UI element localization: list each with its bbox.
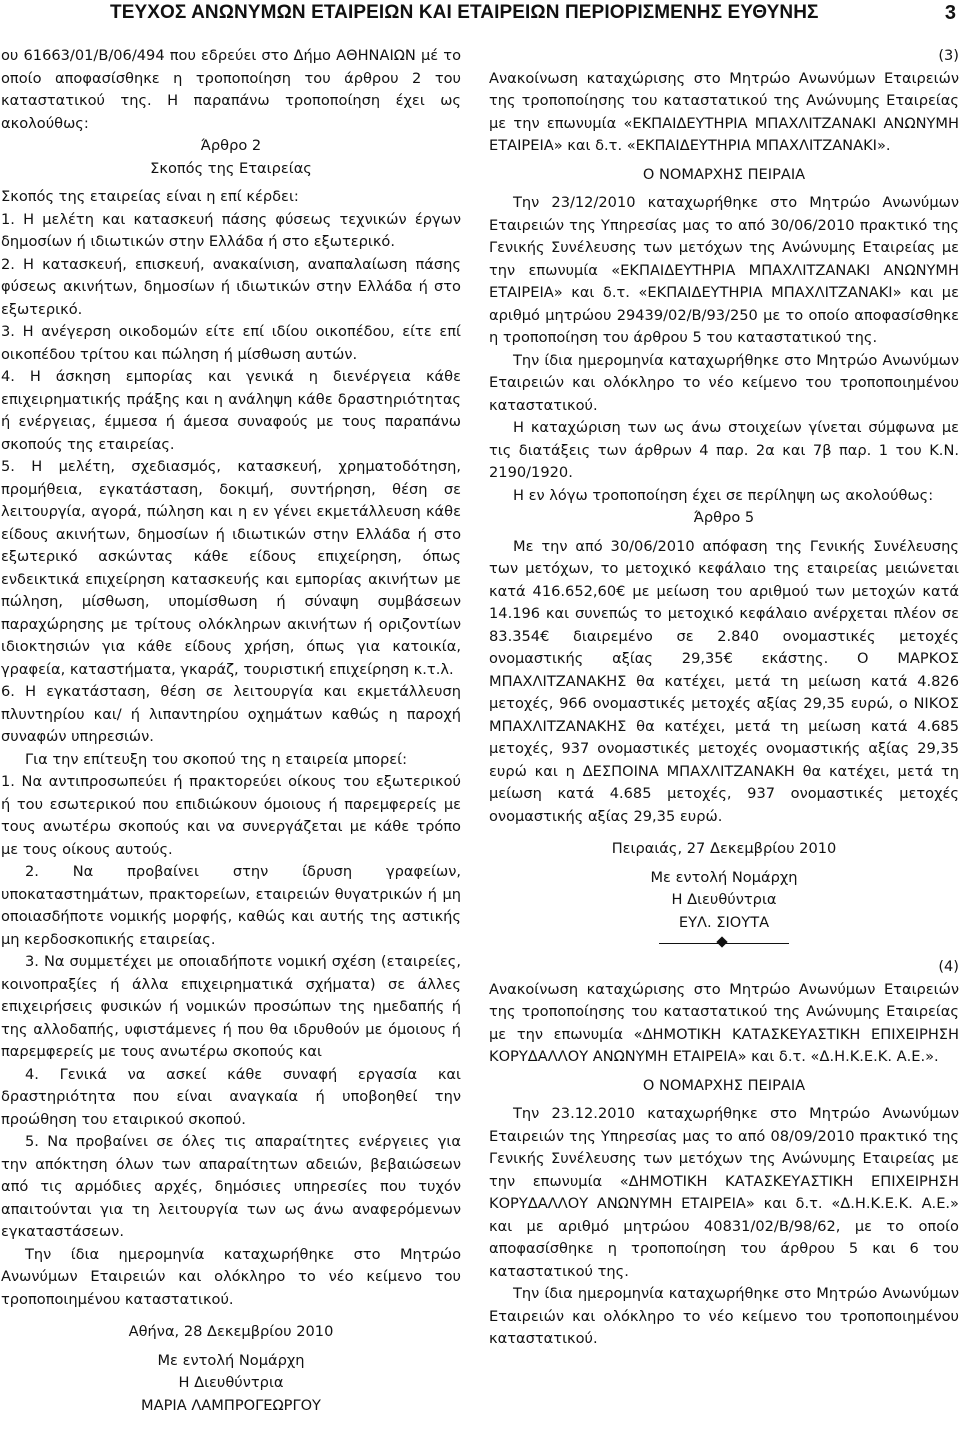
- notice-3-signature-name: ΕΥΛ. ΣΙΟΥΤΑ: [678, 913, 770, 931]
- means-item-5: 5. Να προβαίνει σε όλες τις απαραίτητες ενέργειες για την απόκτηση όλων των απαραίτητων αδειών, βεβαιώσεων από τις αρμόδιες αρχές, δημόσιες υπηρεσίες που τυχόν απαιτούνται για τη λειτουργία των ως άνω αναφερόμενων εγκαταστάσεων.: [1, 1133, 461, 1240]
- purpose-intro: Σκοπός της εταιρείας είναι η επί κέρδει:: [1, 188, 299, 205]
- notice-4-body-1: Την 23.12.2010 καταχωρήθηκε στο Μητρώο Ανωνύμων Εταιρειών της Υπηρεσίας μας το από 08/09/2010 πρακτικό της Γενικής Συνέλευσης των μετόχων της Ανώνυμης Εταιρείας με την επωνυμία «ΔΗΜΟΤΙΚΗ ΚΑΤΑΣΚΕΥΑΣΤΙΚΗ ΕΠΙΧΕΙΡΗΣΗ ΚΟΡΥΔΑΛΛΟΥ ΑΝΩΝΥΜΗ ΕΤΑΙΡΕΙΑ» και δ.τ. «Δ.Η.Κ.Ε.Κ. Α.Ε.» και με αριθμό μητρώου 40831/02/Β/98/62, με το οποίο αποφασίσθηκε η τροποποίηση του άρθρου 5 και 6 του καταστατικού της.: [489, 1105, 959, 1280]
- article-subheading: Σκοπός της Εταιρείας: [150, 159, 312, 177]
- means-item-2: 2. Να προβαίνει στην ίδρυση γραφείων, υποκαταστημάτων, πρακτορείων, εταιρειών θυγατρικών ή μη οποιασδήποτε νομικής μορφής, καθώς και αυτής της αστικής μη κερδοσκοπικής εταιρείας.: [1, 863, 461, 948]
- signature-role: Η Διευθύντρια: [178, 1374, 284, 1391]
- purpose-item-1: 1. Η μελέτη και κατασκευή πάσης φύσεως τεχνικών έργων δημοσίων ή ιδιωτικών στην Ελλάδα ή στο εξωτερικό.: [1, 210, 461, 250]
- section-divider: [659, 936, 789, 950]
- notice-3-number: (3): [938, 47, 959, 64]
- notice-3-article: Άρθρο 5: [693, 509, 755, 526]
- article-heading: Άρθρο 2: [200, 137, 262, 154]
- purpose-item-5: 5. Η μελέτη, σχεδιασμός, κατασκευή, χρηματοδότηση, προμήθεια, εγκατάσταση, δοκιμή, συντήρηση, θέση σε λειτουργία, αγορά, πώληση και η εν γένει εκμετάλλευση κάθε είδους ακινήτων, δημοσίων ή ιδιωτικών στην Ελλάδα ή στο εξωτερικό ασκώντας κάθε είδους επιχείρηση, όπως ενδεικτικά επιχείρηση κατασκευής και εμπορίας ακινήτων με πώληση, μίσθωση, υπομίσθωση ή σύναψη συμβάσεων παραχώρησης με τρίτους ολόκληρων ακινήτων ή οριζοντίων ιδιοκτησιών για κάθε είδους χρήση, όπως για κατοικία, γραφεία, καταστήματα, γκαράζ, τουριστική επιχείρηση κ.τ.λ.: [1, 458, 461, 678]
- intro-paragraph: ου 61663/01/Β/06/494 που εδρεύει στο Δήμο ΑΘΗΝΑΙΩΝ μέ το οποίο αποφασίσθηκε η τροποποίηση του άρθρου 2 του καταστατικού της. Η παραπάνω τροποποίηση έχει ως ακολούθως:: [1, 47, 461, 132]
- means-item-1: 1. Να αντιπροσωπεύει ή πρακτορεύει οίκους του εξωτερικού ή του εσωτερικού που επιδιώκουν όμοιους ή παρεμφερείς με τους ανωτέρω σκοπούς και να συνεργάζεται με κάθε τρόπο με τους οίκους αυτούς.: [1, 773, 461, 858]
- notice-3-signature-order: Με εντολή Νομάρχη: [650, 868, 798, 886]
- means-item-3: 3. Να συμμετέχει με οποιαδήποτε νομική σχέση (εταιρείες, κοινοπραξίες ή άλλα επιχειρηματικά σχήματα) σε άλλες επιχειρήσεις φυσικών ή νομικών προσώπων της ημεδαπής ή της αλλοδαπής, υφιστάμενες ή που θα ιδρυθούν με όμοιους ή παρεμφερείς με τους ανωτέρω σκοπούς και: [1, 953, 461, 1060]
- left-column: [1, 45, 461, 1417]
- notice-3-title: Ανακοίνωση καταχώρισης στο Μητρώο Ανωνύμων Εταιρειών της τροποποίησης του καταστατικού της Ανώνυμης Εταιρείας με την επωνυμία «ΕΚΠΑΙΔΕΥΤΗΡΙΑ ΜΠΑΧΛΙΤΖΑΝΑΚΙ ΑΝΩΝΥΜΗ ΕΤΑΙΡΕΙΑ» και δ.τ. «ΕΚΠΑΙΔΕΥΤΗΡΙΑ ΜΠΑΧΛΙΤΖΑΝΑΚΙ».: [489, 69, 959, 154]
- signature-place-date: Αθήνα, 28 Δεκεμβρίου 2010: [128, 1323, 334, 1340]
- notice-4-title: Ανακοίνωση καταχώρισης στο Μητρώο Ανωνύμων Εταιρειών της τροποποίησης του καταστατικού της Ανώνυμης Εταιρείας με την επωνυμία «ΔΗΜΟΤΙΚΗ ΚΑΤΑΣΚΕΥΑΣΤΙΚΗ ΕΠΙΧΕΙΡΗΣΗ ΚΟΡΥΔΑΛΛΟΥ ΑΝΩΝΥΜΗ ΕΤΑΙΡΕΙΑ» και δ.τ. «Δ.Η.Κ.Ε.Κ. Α.Ε.».: [489, 980, 959, 1065]
- notice-4-body-2: Την ίδια ημερομηνία καταχωρήθηκε στο Μητρώο Ανωνύμων Εταιρειών και ολόκληρο το νέο κείμενο του τροποποιημένου καταστατικού.: [489, 1285, 959, 1347]
- means-item-4: 4. Γενικά να ασκεί κάθε συναφή εργασία και δραστηριότητα που είναι αναγκαία ή υποβοηθεί την προώθηση του εταιρικού σκοπού.: [1, 1065, 461, 1128]
- notice-3-signature-role: Η Διευθύντρια: [671, 891, 777, 908]
- purpose-item-2: 2. Η κατασκευή, επισκευή, ανακαίνιση, αναπαλαίωση πάσης φύσεως ακινήτων, δημοσίων ή ιδιωτικών στην Ελλάδα ή στο εξωτερικό.: [1, 255, 461, 318]
- notice-3-body-3: Η καταχώριση των ως άνω στοιχείων γίνεται σύμφωνα με τις διατάξεις των άρθρων 4 παρ. 2α και 7β παρ. 1 του Κ.Ν. 2190/1920.: [489, 419, 959, 481]
- means-intro: Για την επίτευξη του σκοπού της η εταιρεία μπορεί:: [25, 750, 408, 768]
- notice-4-authority: Ο ΝΟΜΑΡΧΗΣ ΠΕΙΡΑΙΑ: [642, 1076, 806, 1094]
- page-header: [0, 0, 960, 30]
- gazette-issue-title: ΤΕΥΧΟΣ ΑΝΩΝΥΜΩΝ ΕΤΑΙΡΕΙΩΝ ΚΑΙ ΕΤΑΙΡΕΙΩΝ ΠΕΡΙΟΡΙΣΜΕΝΗΣ ΕΥΘΥΝΗΣ: [110, 2, 819, 23]
- purpose-item-4: 4. Η άσκηση εμπορίας και γενικά η διενέργεια κάθε επιχειρηματικής πράξης και η ανάληψη κάθε δραστηριότητας ή ενέργειας, έμμεσα ή άμεσα συναφούς με τους παραπάνω σκοπούς της εταιρείας.: [1, 368, 461, 453]
- notice-3-body-5: Με την από 30/06/2010 απόφαση της Γενικής Συνέλευσης των μετόχων, το μετοχικό κεφάλαιο της εταιρείας μειώνεται κατά 416.652,60€ με μείωση του αριθμού των μετοχών κατά 14.196 και συνεπώς το μετοχικό κεφάλαιο ανέρχεται πλέον σε 83.354€ διαιρεμένο σε 2.840 ονομαστικές μετοχές ονομαστικής αξίας 29,35€ εκάστης. Ο ΜΑΡΚΟΣ ΜΠΑΧΛΙΤΖΑΝΑΚΗΣ θα κατέχει, μετά τη μείωση κατά 4.826 μετοχές, 966 ονομαστικές μετοχές αξίας 29,35 ευρώ, ο ΝΙΚΟΣ ΜΠΑΧΛΙΤΖΑΝΑΚΗΣ θα κατέχει, μετά τη μείωση κατά 4.685 μετοχές, 937 ονομαστικές μετοχές ονομαστικής αξίας 29,35 ευρώ και η ΔΕΣΠΟΙΝΑ ΜΠΑΧΛΙΤΖΑΝΑΚΗ θα κατέχει, μετά τη μείωση κατά 4.685 μετοχές, 937 ονομαστικές μετοχές ονομαστικής αξίας 29,35 ευρώ.: [489, 537, 959, 825]
- notice-3-authority: Ο ΝΟΜΑΡΧΗΣ ΠΕΙΡΑΙΑ: [642, 165, 806, 183]
- page-number: 3: [944, 2, 956, 24]
- notice-3-body-2: Την ίδια ημερομηνία καταχωρήθηκε στο Μητρώο Ανωνύμων Εταιρειών και ολόκληρο το νέο κείμενο του τροποποιημένου καταστατικού.: [489, 351, 959, 414]
- diamond-ornament-icon: [716, 936, 727, 947]
- notice-3-body-4: Η εν λόγω τροποποίηση έχει σε περίληψη ως ακολούθως:: [513, 486, 934, 504]
- signature-order: Με εντολή Νομάρχη: [157, 1351, 305, 1369]
- signature-name: ΜΑΡΙΑ ΛΑΜΠΡΟΓΕΩΡΓΟΥ: [141, 1396, 321, 1414]
- right-column: [489, 45, 959, 1351]
- notice-3-signature-place-date: Πειραιάς, 27 Δεκεμβρίου 2010: [611, 840, 837, 857]
- same-day-registration: Την ίδια ημερομηνία καταχωρήθηκε στο Μητρώο Ανωνύμων Εταιρειών και ολόκληρο το νέο κείμενο του τροποποιημένου καταστατικού.: [1, 1245, 461, 1308]
- notice-4-number: (4): [938, 958, 959, 975]
- purpose-item-6: 6. Η εγκατάσταση, θέση σε λειτουργία και εκμετάλλευση πλυντηρίου και/ ή λιπαντηρίου οχημάτων καθώς η παροχή συναφών υπηρεσιών.: [1, 683, 461, 745]
- notice-3-body-1: Την 23/12/2010 καταχωρήθηκε στο Μητρώο Ανωνύμων Εταιρειών της Υπηρεσίας μας το από 30/06/2010 πρακτικό της Γενικής Συνέλευσης των μετόχων της Ανώνυμης Εταιρείας με την επωνυμία «ΕΚΠΑΙΔΕΥΤΗΡΙΑ ΜΠΑΧΛΙΤΖΑΝΑΚΙ ΑΝΩΝΥΜΗ ΕΤΑΙΡΕΙΑ» και δ.τ. «ΕΚΠΑΙΔΕΥΤΗΡΙΑ ΜΠΑΧΛΙΤΖΑΝΑΚΙ» και με αριθμό μητρώου 29439/02/Β/93/250 με το οποίο αποφασίσθηκε η τροποποίηση του άρθρου 5 του καταστατικού της.: [489, 194, 959, 346]
- purpose-item-3: 3. Η ανέγερση οικοδομών είτε επί ιδίου οικοπέδου, είτε επί οικοπέδου τρίτου και πώληση ή μίσθωση αυτών.: [1, 323, 461, 363]
